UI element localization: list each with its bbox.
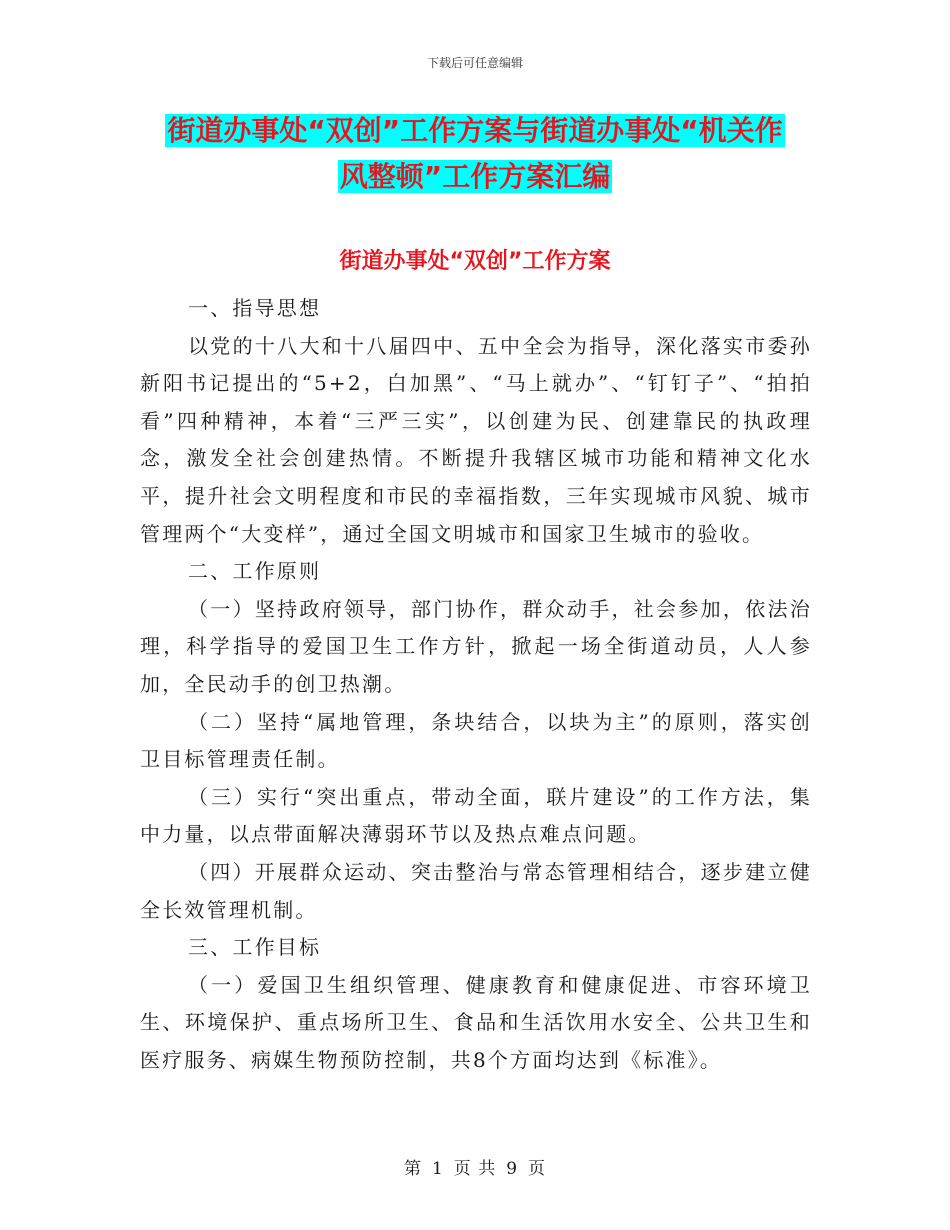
paragraph-goal-1: （一）爱国卫生组织管理、健康教育和健康促进、市容环境卫生、环境保护、重点场所卫生、食品和生活饮用水安全、公共卫生和医疗服务、病媒生物预防控制，共8个方面均达到《标准》。	[140, 972, 812, 1072]
section-title: 街道办事处“双创”工作方案	[339, 249, 611, 274]
footer-middle: 页 共	[453, 1159, 497, 1179]
paragraph-principle-2: （二）坚持“属地管理，条块结合，以块为主”的原则，落实创卫目标管理责任制。	[140, 709, 812, 772]
heading-work-principles: 二、工作原则	[188, 559, 322, 584]
document-title-line-1: 街道办事处“双创”工作方案与街道办事处“机关作	[167, 114, 783, 147]
footer-prefix: 第	[403, 1159, 422, 1179]
paragraph-guiding-ideology: 以党的十八大和十八届四中、五中全会为指导，深化落实市委孙新阳书记提出的“5+2，白加黑”、“马上就办”、“钉钉子”、“拍拍看”四种精神，本着“三严三实”，以创建为民、创建靠民的执政理念，激发全社会创建热情。不断提升我辖区城市功能和精神文化水平，提升社会文明程度和市民的幸福指数，三年实现城市风貌、城市管理两个“大变样”，通过全国文明城市和国家卫生城市的验收。	[140, 333, 812, 546]
document-body	[140, 290, 812, 1079]
page-footer	[0, 1154, 950, 1179]
paragraph-principle-4: （四）开展群众运动、突击整治与常态管理相结合，逐步建立健全长效管理机制。	[140, 859, 812, 922]
document-title	[140, 108, 810, 200]
document-title-line-2: 风整顿”工作方案汇编	[339, 160, 611, 193]
page-total: 9	[506, 1159, 519, 1179]
heading-guiding-ideology: 一、指导思想	[188, 296, 322, 320]
paragraph-principle-1: （一）坚持政府领导，部门协作，群众动手，社会参加，依法治理，科学指导的爱国卫生工作方针，掀起一场全街道动员，人人参加，全民动手的创卫热潮。	[140, 596, 812, 696]
paragraph-principle-3: （三）实行“突出重点，带动全面，联片建设”的工作方法，集中力量，以点带面解决薄弱环节以及热点难点问题。	[140, 784, 812, 847]
footer-suffix: 页	[528, 1159, 547, 1179]
header-note: 下载后可任意编辑	[426, 56, 523, 70]
page-number: 1	[431, 1159, 444, 1179]
heading-work-goals: 三、工作目标	[188, 935, 322, 960]
